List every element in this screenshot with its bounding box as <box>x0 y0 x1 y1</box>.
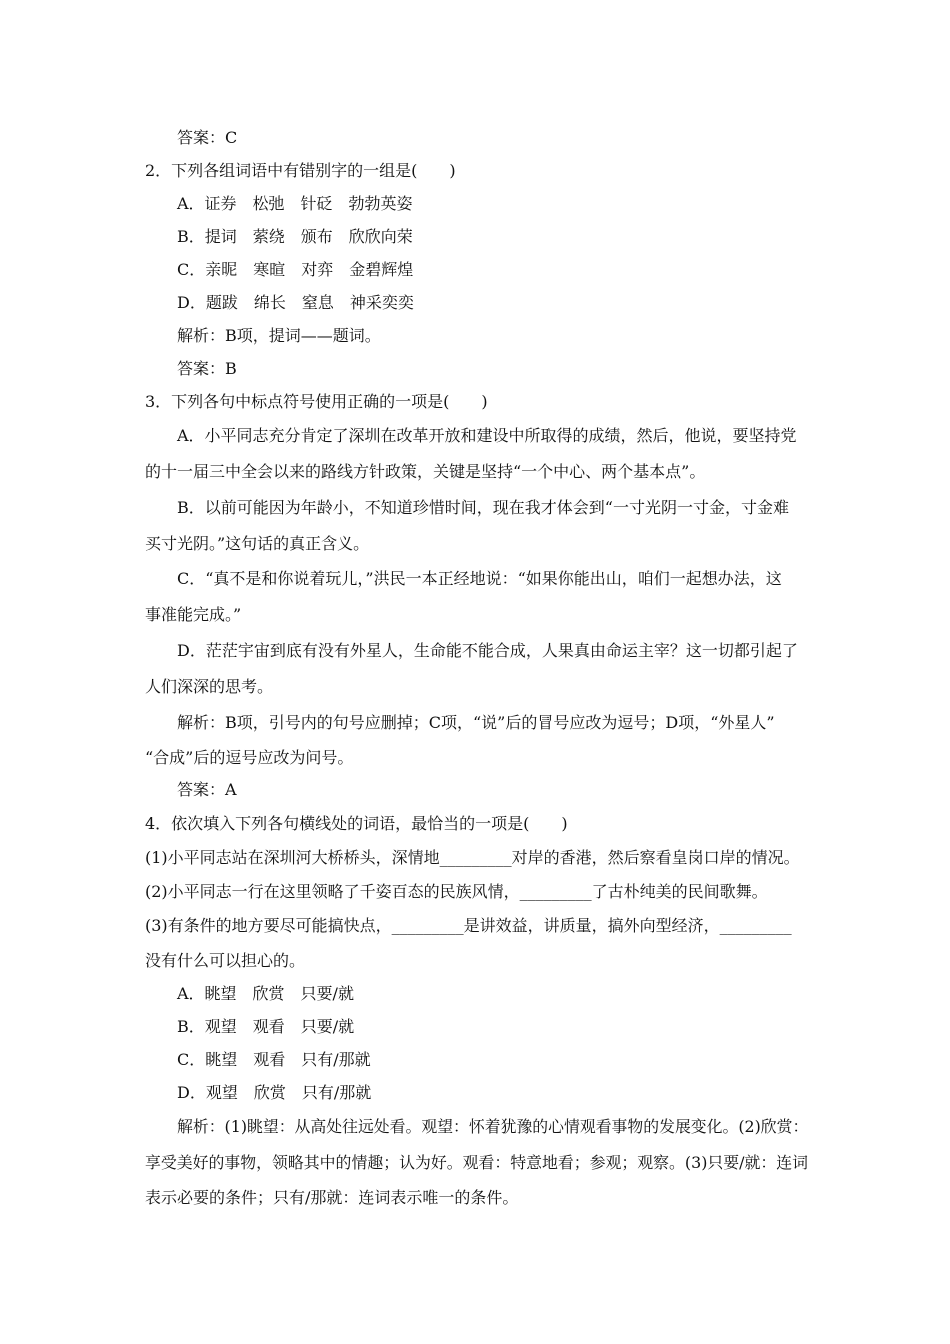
question-3-answer: 答案：A <box>177 780 237 799</box>
question-4-option-c: C．眺望 观看 只有/那就 <box>177 1050 371 1069</box>
question-3-option-c: C．“真不是和你说着玩儿，”洪民一本正经地说：“如果你能出山，咱们一起想办法，这 <box>177 569 782 588</box>
question-2-option-a: A．证券 松弛 针砭 勃勃英姿 <box>177 194 413 213</box>
question-3-option-d-cont: 人们深深的思考。 <box>145 677 274 696</box>
question-4-analysis-cont-2: 表示必要的条件；只有/那就：连词表示唯一的条件。 <box>145 1188 519 1207</box>
question-4-analysis: 解析：(1)眺望：从高处往远处看。观望：怀着犹豫的心情观看事物的发展变化。(2)欣赏： <box>177 1117 809 1136</box>
question-4-option-d: D．观望 欣赏 只有/那就 <box>177 1083 372 1102</box>
question-4-option-b: B．观望 观看 只要/就 <box>177 1017 355 1036</box>
question-4-sentence-3-cont: 没有什么可以担心的。 <box>145 951 306 970</box>
question-2-answer: 答案：B <box>177 359 237 378</box>
question-4-sentence-1: (1)小平同志站在深圳河大桥桥头，深情地_________对岸的香港，然后察看皇岗口岸的情况。 <box>145 848 800 867</box>
question-3-option-b-cont: 买寸光阴。”这句话的真正含义。 <box>145 534 370 553</box>
question-4-sentence-3: (3)有条件的地方要尽可能搞快点，_________是讲效益，讲质量，搞外向型经济，_________ <box>145 916 792 935</box>
question-2-analysis: 解析：B项，提词——题词。 <box>177 326 381 345</box>
question-3-option-b: B．以前可能因为年龄小，不知道珍惜时间，现在我才体会到“一寸光阴一寸金，寸金难 <box>177 498 789 517</box>
question-2-stem: 2．下列各组词语中有错别字的一组是( ) <box>145 161 456 180</box>
question-2-option-d: D．题跋 绵长 窒息 神采奕奕 <box>177 293 414 312</box>
answer-line: 答案：C <box>177 128 238 147</box>
question-3-option-c-cont: 事准能完成。” <box>145 605 242 624</box>
question-4-sentence-2: (2)小平同志一行在这里领略了千姿百态的民族风情，_________了古朴纯美的民间歌舞。 <box>145 882 768 901</box>
question-3-option-d: D．茫茫宇宙到底有没有外星人，生命能不能合成，人果真由命运主宰？这一切都引起了 <box>177 641 798 660</box>
question-2-option-b: B．提词 萦绕 颁布 欣欣向荣 <box>177 227 413 246</box>
question-4-analysis-cont-1: 享受美好的事物，领略其中的情趣；认为好。观看：特意地看；参观；观察。(3)只要/就：连词 <box>145 1153 809 1172</box>
question-3-option-a: A．小平同志充分肯定了深圳在改革开放和建设中所取得的成绩，然后，他说，要坚持党 <box>177 426 797 445</box>
question-4-stem: 4．依次填入下列各句横线处的词语，最恰当的一项是( ) <box>145 814 568 833</box>
question-4-option-a: A．眺望 欣赏 只要/就 <box>177 984 354 1003</box>
question-2-option-c: C．亲昵 寒暄 对弈 金碧辉煌 <box>177 260 414 279</box>
question-3-option-a-cont: 的十一届三中全会以来的路线方针政策，关键是坚持“一个中心、两个基本点”。 <box>145 462 706 481</box>
question-3-analysis-cont: “合成”后的逗号应改为问号。 <box>145 748 354 767</box>
question-3-analysis: 解析：B项，引号内的句号应删掉；C项，“说”后的冒号应改为逗号；D项，“外星人” <box>177 713 775 732</box>
question-3-stem: 3．下列各句中标点符号使用正确的一项是( ) <box>145 392 488 411</box>
